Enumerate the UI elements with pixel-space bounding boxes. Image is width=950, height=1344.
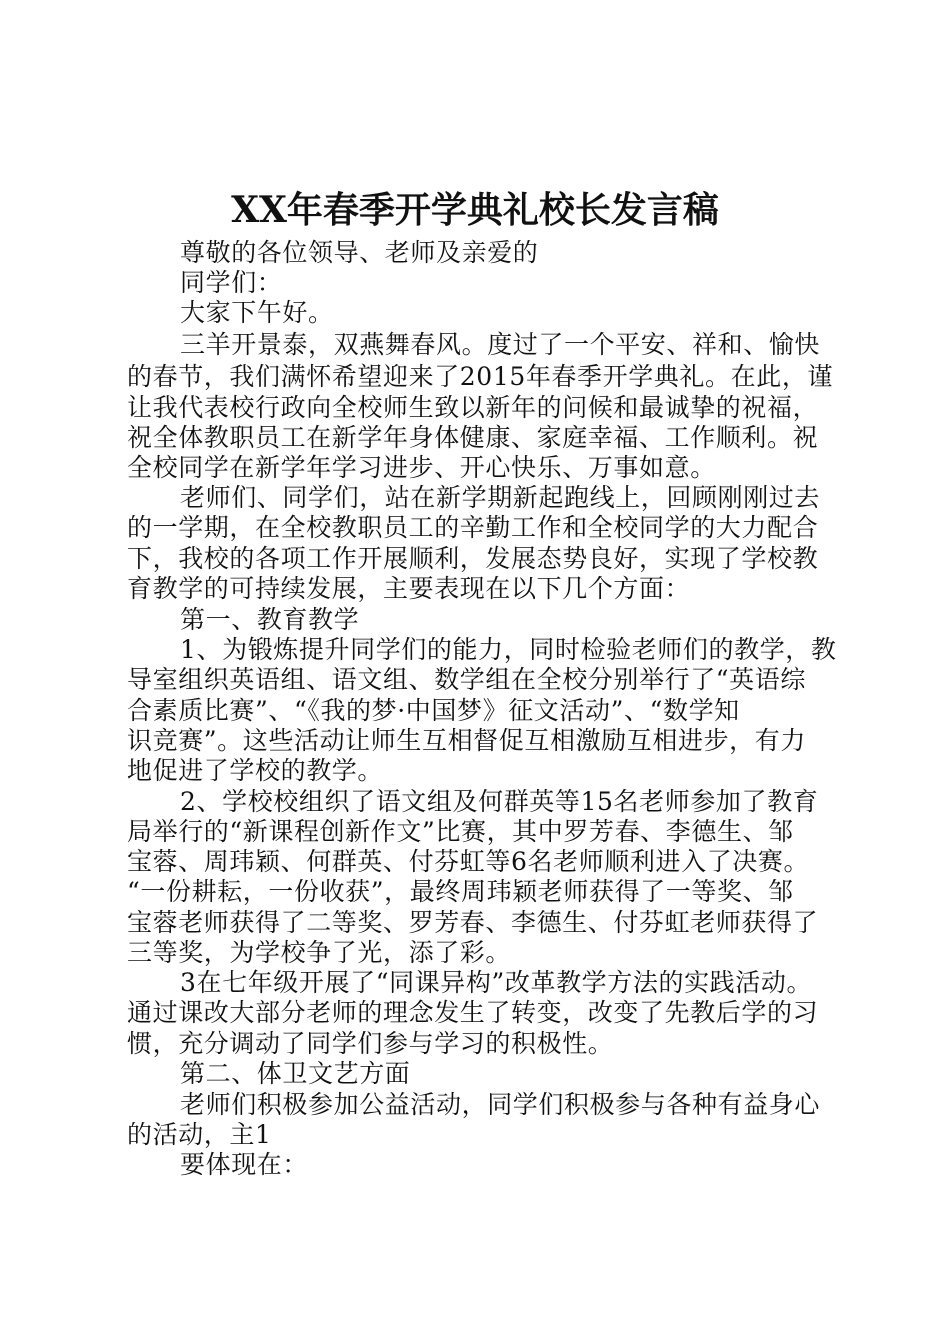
paragraph-line: 全校同学在新学年学习进步、开心快乐、万事如意。 (127, 453, 716, 482)
paragraph-line: 宝蓉、周玮颖、何群英、付芬虹等6名老师顺利进入了决赛。 (127, 847, 810, 876)
paragraph-line: 三等奖，为学校争了光，添了彩。 (127, 938, 512, 967)
paragraph-line: 1、为锻炼提升同学们的能力，同时检验老师们的教学，教 (180, 635, 837, 664)
paragraph-line: 宝蓉老师获得了二等奖、罗芳春、李德生、付芬虹老师获得了 (127, 908, 819, 937)
paragraph-line: 通过课改大部分老师的理念发生了转变，改变了先教后学的习 (127, 998, 819, 1027)
section-heading: 第一、教育教学 (180, 605, 360, 634)
paragraph-line: 下，我校的各项工作开展顺利，发展态势良好，实现了学校教 (127, 544, 819, 573)
paragraph-line: 局举行的“新课程创新作文”比赛，其中罗芳春、李德生、邹 (127, 817, 794, 846)
paragraph-line: 育教学的可持续发展，主要表现在以下几个方面： (127, 574, 691, 603)
paragraph-line: 3在七年级开展了“同课异构”改革教学方法的实践活动。 (180, 968, 813, 997)
paragraph-line: 导室组织英语组、语文组、数学组在全校分别举行了“英语综 (127, 665, 806, 694)
greeting-line: 大家下午好。 (180, 298, 334, 327)
paragraph-line: 惯，充分调动了同学们参与学习的积极性。 (127, 1029, 614, 1058)
section-heading: 第二、体卫文艺方面 (180, 1059, 411, 1088)
paragraph-line: 的一学期，在全校教职员工的辛勤工作和全校同学的大力配合 (127, 513, 819, 542)
document-title: XX年春季开学典礼校长发言稿 (231, 189, 719, 231)
paragraph-line: 的春节，我们满怀希望迎来了2015年春季开学典礼。在此，谨 (127, 362, 834, 391)
paragraph-line: 地促进了学校的教学。 (127, 756, 384, 785)
paragraph-line: 识竞赛”。这些活动让师生互相督促互相激励互相进步，有力 (127, 726, 806, 755)
salutation-line-2: 同学们： (180, 268, 283, 297)
paragraph-line: 三羊开景泰，双燕舞春风。度过了一个平安、祥和、愉快 (180, 330, 821, 359)
paragraph-line: 祝全体教职员工在新学年身体健康、家庭幸福、工作顺利。祝 (127, 423, 819, 452)
paragraph-line: 的活动，主1 (127, 1120, 272, 1149)
paragraph-line: 老师们、同学们，站在新学期新起跑线上，回顾刚刚过去 (180, 483, 821, 512)
salutation-line-1: 尊敬的各位领导、老师及亲爱的 (180, 238, 539, 267)
paragraph-line: 2、学校校组织了语文组及何群英等15名老师参加了教育 (180, 787, 819, 816)
paragraph-line: 要体现在： (180, 1150, 309, 1179)
paragraph-line: 老师们积极参加公益活动，同学们积极参与各种有益身心 (180, 1090, 821, 1119)
paragraph-line: 让我代表校行政向全校师生致以新年的问候和最诚挚的祝福， (127, 393, 819, 422)
paragraph-line: “一份耕耘，一份收获”，最终周玮颖老师获得了一等奖、邹 (127, 877, 794, 906)
paragraph-line: 合素质比赛”、“《我的梦·中国梦》征文活动”、“数学知 (127, 696, 740, 725)
